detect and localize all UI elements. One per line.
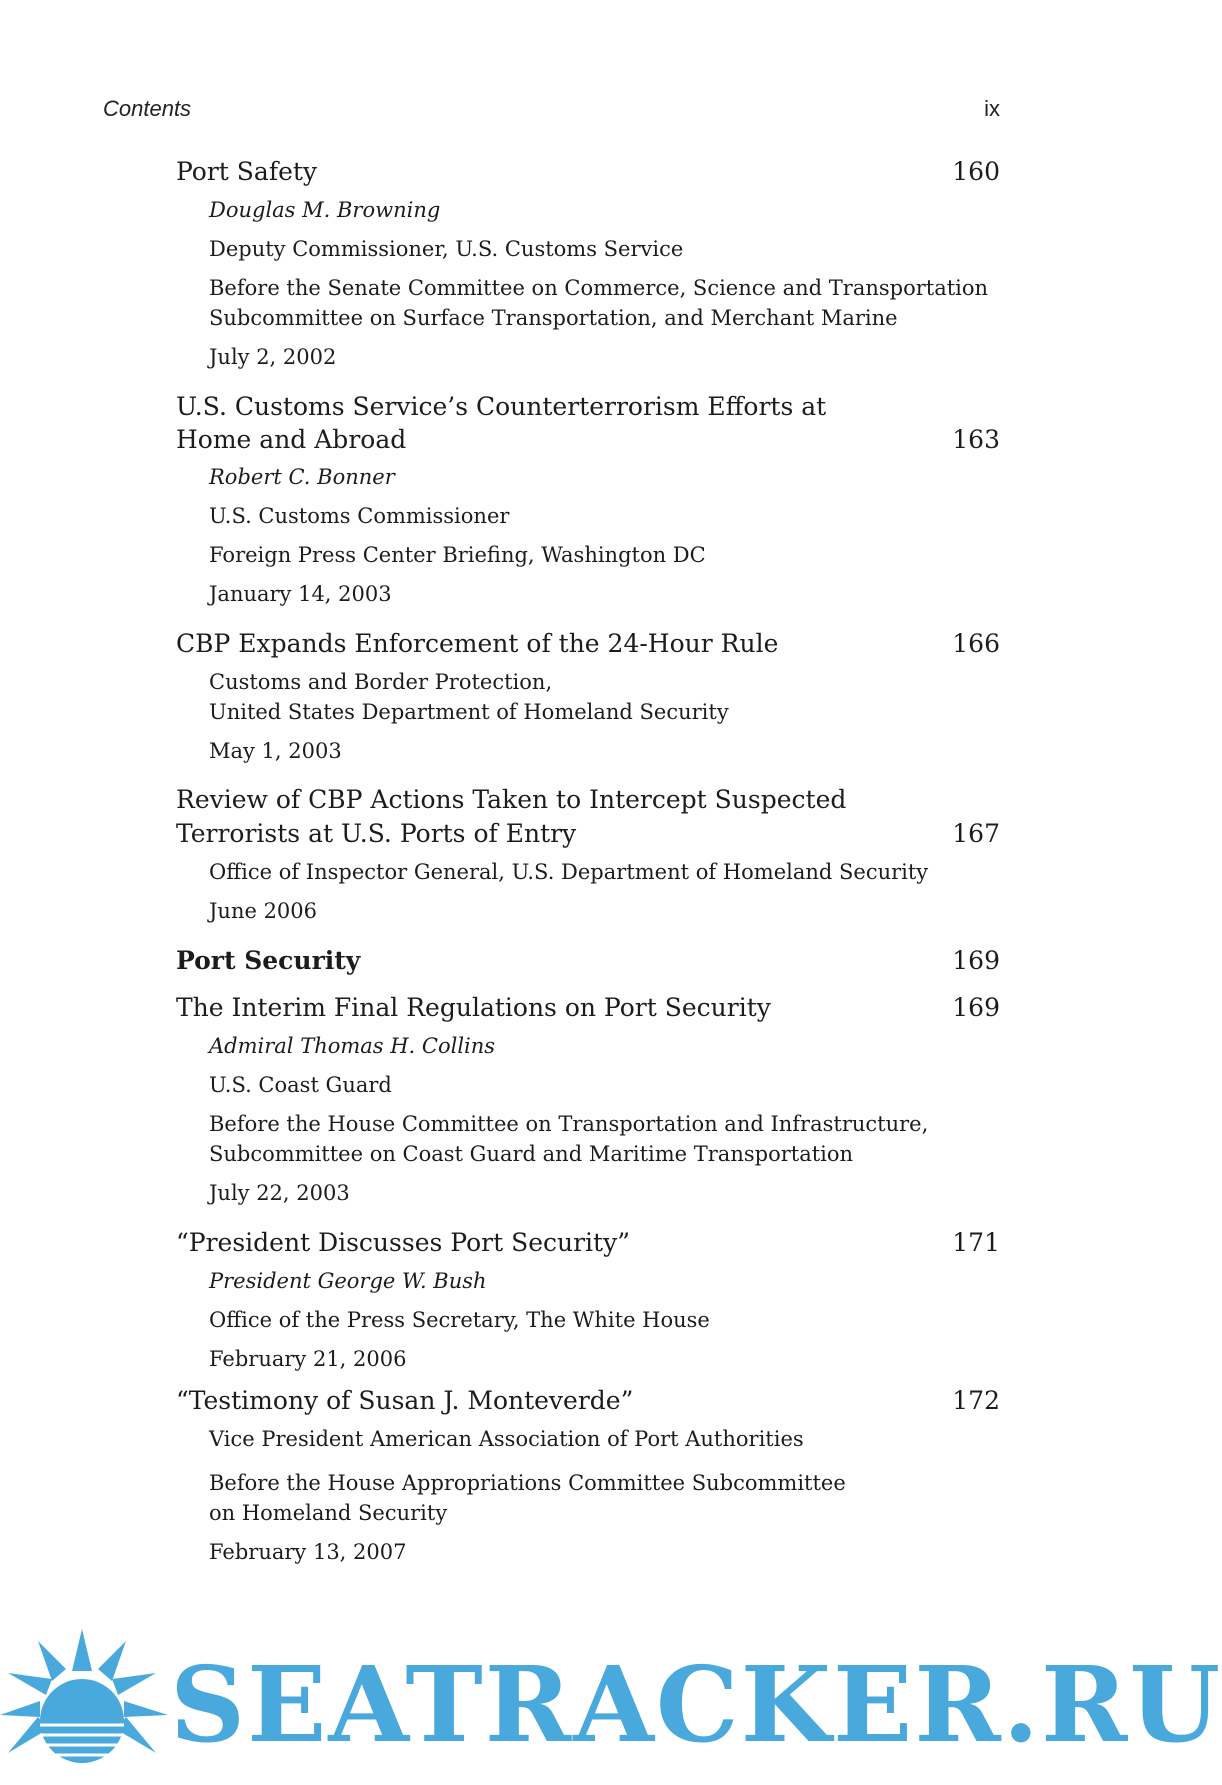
- entry-date: May 1, 2003: [209, 739, 342, 763]
- page-header: [103, 96, 1000, 130]
- entry-page: 160: [952, 157, 1000, 186]
- entry-date: July 2, 2002: [209, 345, 337, 369]
- entry-page: 166: [952, 629, 1000, 658]
- entry-venue-line: Subcommittee on Coast Guard and Maritime Transportation: [209, 1142, 854, 1166]
- entry-position: U.S. Customs Commissioner: [209, 504, 510, 528]
- entry-author: Douglas M. Browning: [209, 198, 441, 222]
- entry-venue-line: Subcommittee on Surface Transportation, and Merchant Marine: [209, 306, 898, 330]
- entry-title: Home and Abroad: [176, 425, 407, 454]
- entry-title: U.S. Customs Service’s Counterterrorism Efforts at: [176, 392, 827, 421]
- entry-venue-line: Before the House Committee on Transportation and Infrastructure,: [209, 1112, 929, 1136]
- entry-page: 169: [952, 993, 1000, 1022]
- entry-position: Deputy Commissioner, U.S. Customs Service: [209, 237, 684, 261]
- section-page: 169: [952, 946, 1000, 975]
- entry-position: Vice President American Association of Port Authorities: [209, 1427, 804, 1451]
- entry-page: 171: [952, 1228, 1000, 1257]
- entry-page: 163: [952, 425, 1000, 454]
- section-heading: Port Security: [176, 946, 361, 975]
- entry-source-line: Customs and Border Protection,: [209, 670, 553, 694]
- entry-author: Robert C. Bonner: [209, 465, 395, 489]
- entry-title: “Testimony of Susan J. Monteverde”: [176, 1386, 634, 1415]
- entry-title: Review of CBP Actions Taken to Intercept Suspected: [176, 785, 847, 814]
- entry-author: President George W. Bush: [209, 1269, 487, 1293]
- entry-page: 167: [952, 819, 1000, 848]
- entry-source: Office of Inspector General, U.S. Department of Homeland Security: [209, 860, 929, 884]
- entry-title: The Interim Final Regulations on Port Security: [176, 993, 771, 1022]
- running-head: Contents: [103, 96, 192, 121]
- entry-date: February 13, 2007: [209, 1540, 407, 1564]
- entry-position: U.S. Coast Guard: [209, 1073, 392, 1097]
- entry-date: July 22, 2003: [209, 1181, 350, 1205]
- page-number: ix: [984, 96, 1000, 121]
- entry-venue-line: Before the House Appropriations Committee Subcommittee: [209, 1471, 846, 1495]
- sun-icon: [0, 1625, 170, 1785]
- entry-venue-line: Before the Senate Committee on Commerce, Science and Transportation: [209, 276, 989, 300]
- entry-source-line: United States Department of Homeland Security: [209, 700, 729, 724]
- entry-venue: Foreign Press Center Briefing, Washington DC: [209, 543, 706, 567]
- entry-author: Admiral Thomas H. Collins: [209, 1034, 496, 1058]
- entry-date: January 14, 2003: [209, 582, 392, 606]
- entry-title: Terrorists at U.S. Ports of Entry: [176, 819, 577, 848]
- entry-title: Port Safety: [176, 157, 318, 186]
- entry-title: “President Discusses Port Security”: [176, 1228, 630, 1257]
- entry-date: June 2006: [209, 899, 318, 923]
- entry-title: CBP Expands Enforcement of the 24-Hour Rule: [176, 629, 779, 658]
- entry-page: 172: [952, 1386, 1000, 1415]
- entry-source: Office of the Press Secretary, The White House: [209, 1308, 710, 1332]
- entry-venue-line: on Homeland Security: [209, 1501, 448, 1525]
- entry-date: February 21, 2006: [209, 1347, 407, 1371]
- watermark-text: SEATRACKER.RU: [170, 1643, 1222, 1766]
